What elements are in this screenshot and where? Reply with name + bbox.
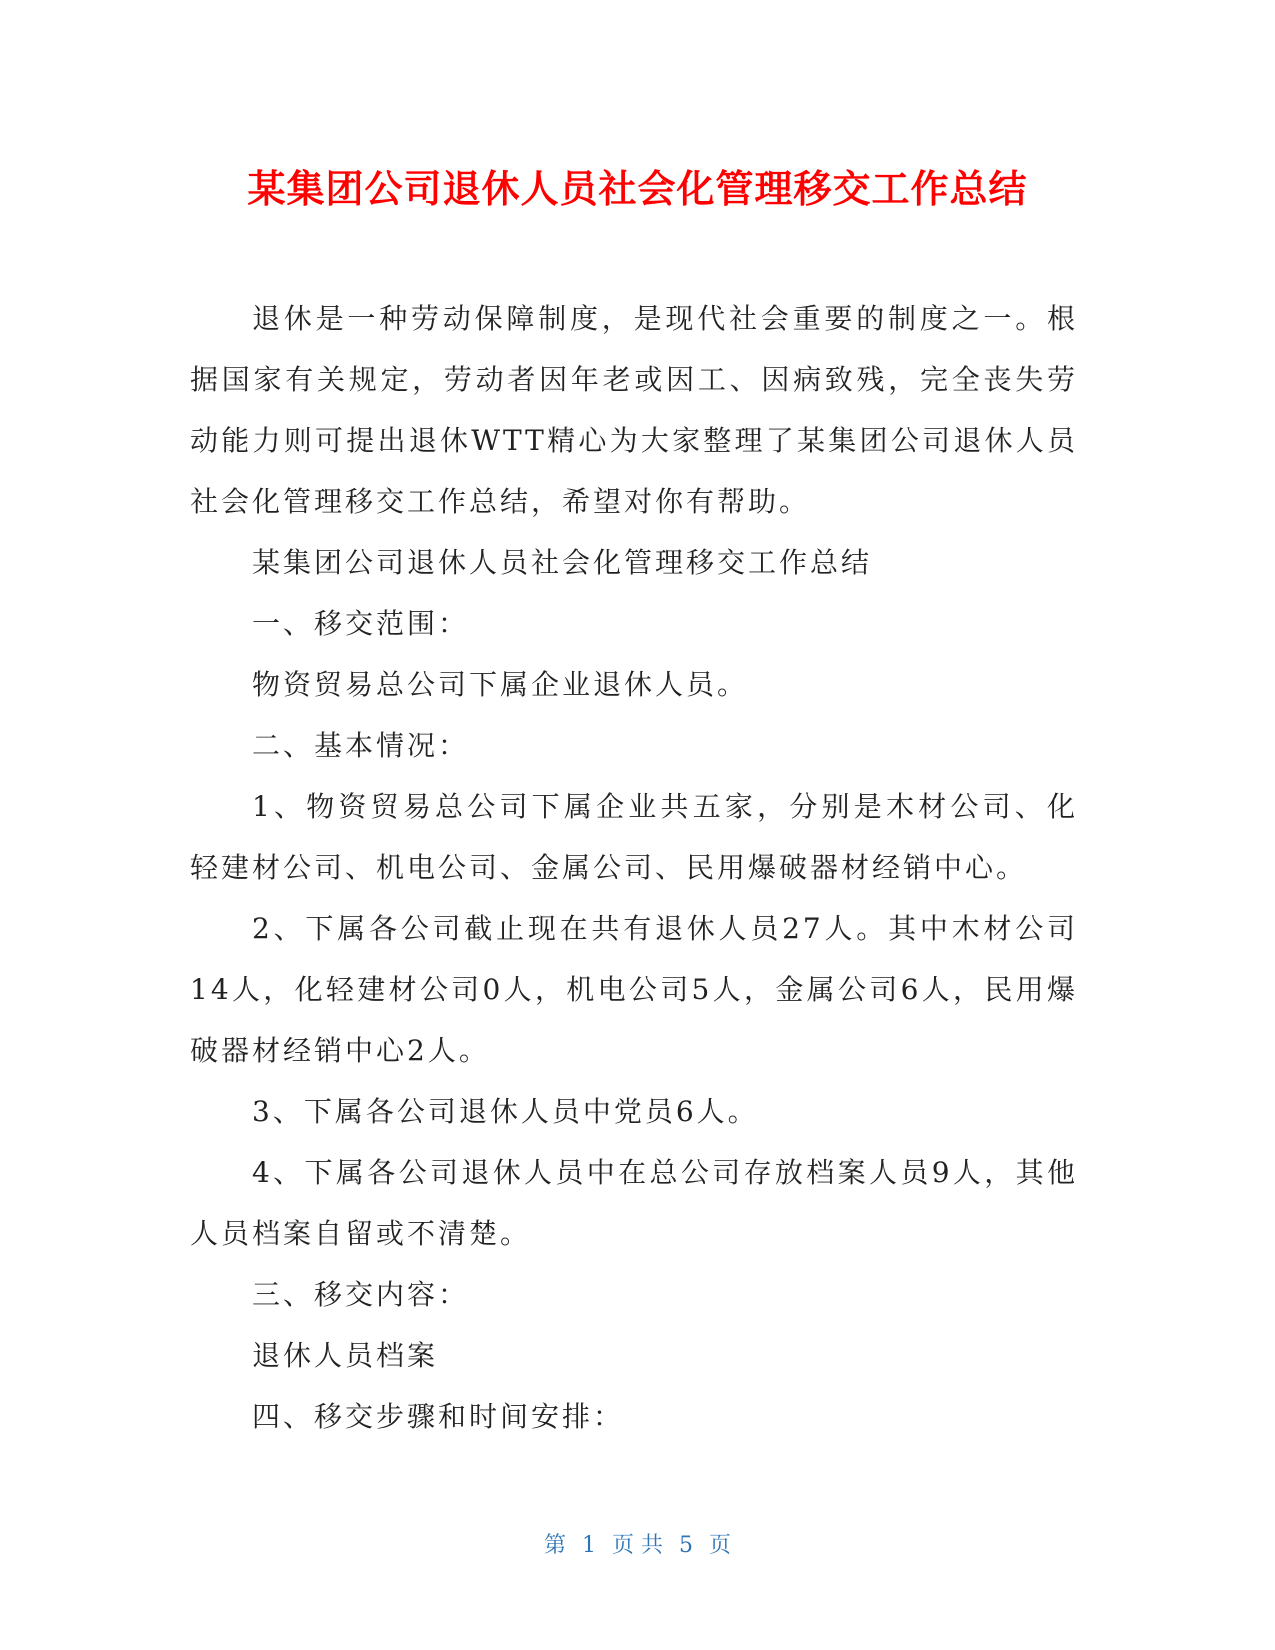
footer-prefix: 第 xyxy=(543,1533,566,1558)
footer-middle: 页 共 xyxy=(612,1533,663,1558)
list-item-3: 3、下属各公司退休人员中党员6人。 xyxy=(252,1095,759,1128)
paragraph-intro: 退休是一种劳动保障制度，是现代社会重要的制度之一。根据国家有关规定，劳动者因年老或因工、因病致残，完全丧失劳动能力则可提出退休WTT精心为大家整理了某集团公司退休人员社会化管理移交工作总结，希望对你有帮助。 xyxy=(190,302,1078,518)
footer-suffix: 页 xyxy=(709,1533,732,1558)
page-footer xyxy=(0,1528,1275,1559)
paragraph-scope: 物资贸易总公司下属企业退休人员。 xyxy=(252,668,749,701)
section-heading-content: 三、移交内容： xyxy=(252,1278,470,1311)
list-item-1: 1、物资贸易总公司下属企业共五家，分别是木材公司、化轻建材公司、机电公司、金属公司、民用爆破器材经销中心。 xyxy=(190,790,1078,884)
footer-total-pages: 5 xyxy=(679,1533,693,1558)
list-item-2: 2、下属各公司截止现在共有退休人员27人。其中木材公司14人，化轻建材公司0人，机电公司5人，金属公司6人，民用爆破器材经销中心2人。 xyxy=(190,912,1078,1067)
section-heading-scope: 一、移交范围： xyxy=(252,607,470,640)
list-item-4: 4、下属各公司退休人员中在总公司存放档案人员9人，其他人员档案自留或不清楚。 xyxy=(190,1156,1078,1250)
section-heading-basics: 二、基本情况： xyxy=(252,729,470,762)
document-title: 某集团公司退休人员社会化管理移交工作总结 xyxy=(247,167,1028,211)
section-heading-steps: 四、移交步骤和时间安排： xyxy=(252,1400,625,1433)
paragraph-subtitle: 某集团公司退休人员社会化管理移交工作总结 xyxy=(252,546,873,579)
footer-current-page: 1 xyxy=(582,1533,596,1558)
document-body xyxy=(190,288,1078,1447)
paragraph-content: 退休人员档案 xyxy=(252,1339,439,1372)
